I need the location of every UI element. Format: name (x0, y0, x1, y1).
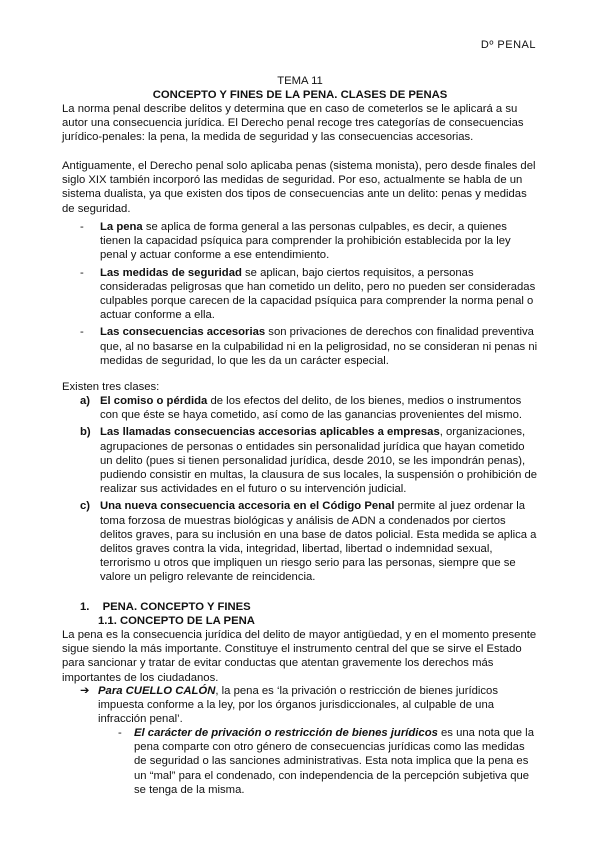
class-title: Las llamadas consecuencias accesorias aplicables a empresas (100, 426, 440, 439)
term-medidas: Las medidas de seguridad (100, 266, 242, 279)
list-item (62, 266, 540, 323)
class-title: El comiso o pérdida (100, 395, 208, 407)
note-title: El carácter de privación o restricción de bienes jurídicos (134, 727, 438, 739)
list-letter: c) (80, 500, 91, 513)
list-item (62, 425, 540, 496)
list-item (62, 394, 540, 422)
class-description: , organizaciones, agrupaciones de personas o entidades sin personalidad jurídica que hayan cometido un delito (pues si tienen personalidad jurídica, desde 2010, se les impondrán penas), pudiendo consistir en multas, la clausura de sus locales, la suspensión o prohibición de realizar sus actividades en el futuro o su intervención judicial. (100, 426, 538, 496)
tema-number: TEMA 11 (277, 75, 323, 87)
term-description: se aplica de forma general a las personas culpables, es decir, a quienes tienen la capacidad psíquica para comprender la prohibición establecida por la ley penal y actuar conforme a ese entendimiento. (100, 221, 511, 262)
term-description: son privaciones de derechos con finalidad preventiva que, al no basarse en la culpabilidad ni en la peligrosidad, no se consideran ni penas ni medidas de seguridad, lo que les da un carácter especial. (100, 326, 538, 367)
list-item (62, 220, 540, 263)
list-letter: b) (80, 426, 91, 439)
list-item (62, 499, 540, 584)
pena-paragraph: La pena es la consecuencia jurídica del delito de mayor antigüedad, y en el momento presente sigue siendo la más importante. Constituye el instrumento central del que se sirve el Estado para sancionar y tratar de evitar conductas que atentan gravemente los derechos más importantes de los ciudadanos. (62, 629, 537, 684)
privation-note (118, 726, 540, 797)
term-description: se aplican, bajo ciertos requisitos, a personas consideradas peligrosas que han cometido un delito, pero no pueden ser consideradas culpables porque carecen de la capacidad psíquica para comprender la norma penal o actuar conforme a ella. (100, 266, 536, 322)
class-title: Una nueva consecuencia accesoria en el Código Penal (100, 500, 395, 513)
term-consecuencias: Las consecuencias accesorias (100, 326, 266, 339)
author-name: Para CUELLO CALÓN (98, 685, 216, 697)
section-heading (80, 600, 251, 614)
list-dash: - (80, 221, 84, 233)
note-text: es una nota que la pena comparte con otro género de consecuencias jurídicas como las medidas de seguridad o las sanciones administrativas. Esta nota implica que la pena es un “mal” para el condenado, con independencia de la percepción subjetiva que se tenga de la misma. (134, 727, 534, 796)
section-title: PENA. CONCEPTO Y FINES (102, 601, 251, 613)
subsection-heading: 1.1. CONCEPTO DE LA PENA (98, 615, 255, 627)
class-description: permite al juez ordenar la toma forzosa de muestras biológicas y análisis de ADN a condenados por ciertos delitos graves, para su inclusión en una base de datos policial. Esta medida se aplica a delitos graves contra la vida, integridad, libertad, libertad o indemnidad sexual, terrorismo u otros que impliquen un riesgo serio para las personas, siempre que se valore un peligro relevante de reincidencia. (100, 500, 537, 584)
class-description: de los efectos del delito, de los bienes, medios o instrumentos con que éste se haya cometido, así como de las ganancias provenientes del mismo. (100, 395, 522, 422)
definition-text: , la pena es ‘la privación o restricción de bienes jurídicos impuesta conforme a la ley, por los órganos jurisdiccionales, al culpable de una infracción penal’. (98, 685, 498, 726)
list-dash: - (118, 727, 122, 739)
list-letter: a) (80, 395, 91, 407)
classes-intro: Existen tres clases: (62, 381, 160, 393)
cuello-calon-definition (80, 684, 540, 727)
consequences-list (62, 220, 540, 368)
history-paragraph: Antiguamente, el Derecho penal solo aplicaba penas (sistema monista), pero desde finales del siglo XIX también incorporó las medidas de seguridad. Por eso, actualmente se habla de un sistema dualista, ya que existen dos tipos de consecuencias ante un delito: penas y medidas de seguridad. (62, 160, 536, 215)
section-number: 1. (80, 601, 90, 613)
subject-header: Dº PENAL (480, 39, 536, 51)
arrow-icon: ➔ (80, 685, 90, 697)
list-dash: - (80, 326, 84, 339)
term-pena: La pena (100, 221, 143, 233)
list-dash: - (80, 266, 84, 279)
intro-paragraph: La norma penal describe delitos y determina que en caso de cometerlos se le aplicará a su autor una consecuencia jurídica. El Derecho penal recoge tres categorías de consecuencias jurídico-penales: la pena, la medida de seguridad y las consecuencias accesorias. (62, 103, 524, 144)
classes-list (62, 394, 540, 585)
list-item (62, 325, 540, 368)
document-title: CONCEPTO Y FINES DE LA PENA. CLASES DE PENAS (152, 89, 448, 101)
